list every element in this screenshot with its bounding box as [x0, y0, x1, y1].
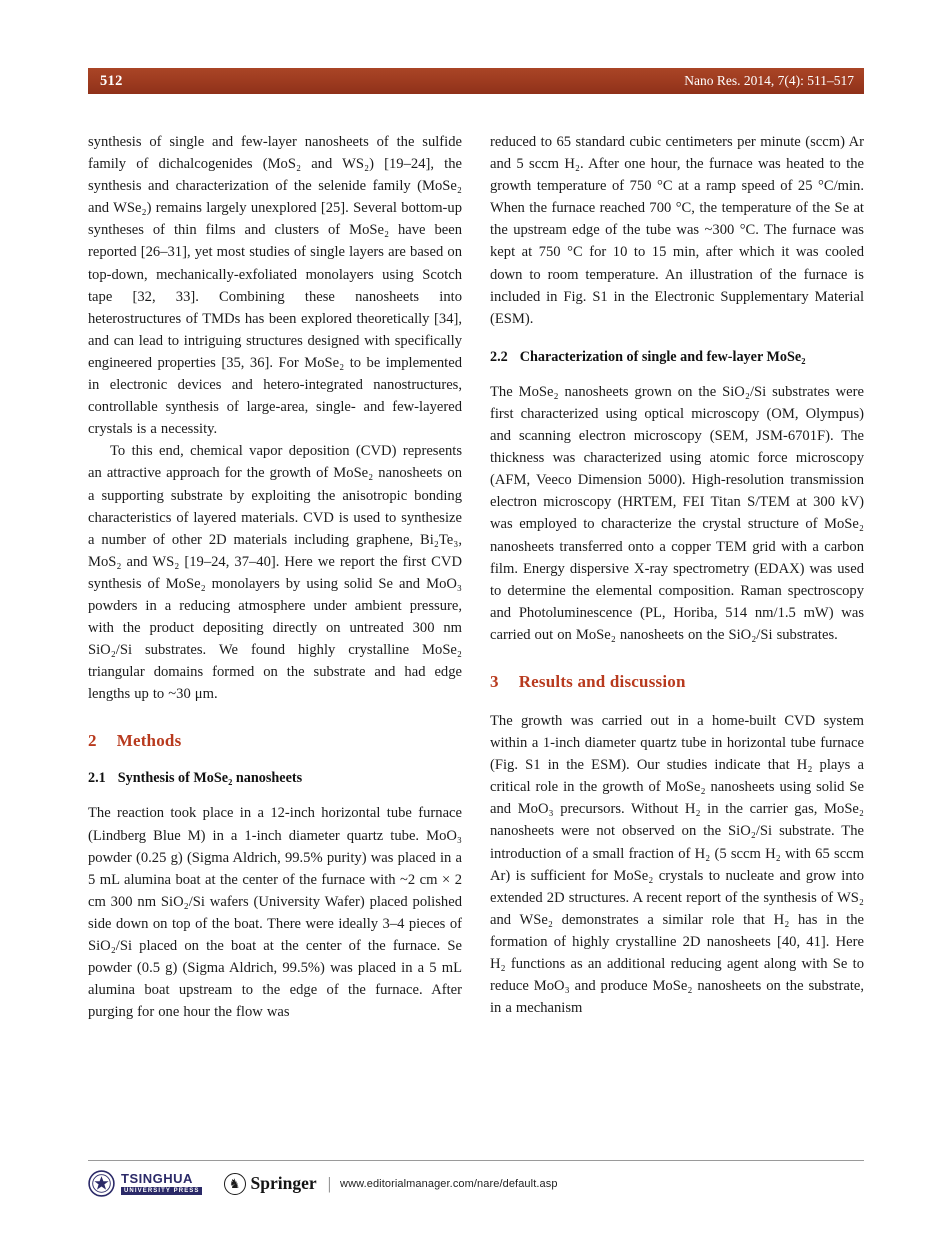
journal-citation: Nano Res. 2014, 7(4): 511–517 — [684, 73, 854, 88]
paragraph-characterization: The MoSe₂ nanosheets grown on the SiO₂/Si substrates were first characterized using optical microscopy (OM, Olympus) and scanning electron microscopy (SEM, JSM-6701F). The thickness was characterized using atomic force microscopy (AFM, Veeco Dimension 5000). High-resolution transmission electron microscopy (HRTEM, FEI Titan S/TEM at 300 kV) was employed to characterize the crystal structure of MoSe₂ nanosheets transferred onto a copper TEM grid with a carbon film. Energy dispersive X-ray spectrometry (EDAX) was used to determine the elemental composition. Raman spectroscopy and Photoluminescence (PL, Horiba, 514 nm/1.5 mW) was carried out on MoSe₂ nanosheets on the SiO₂/Si substrates. — [490, 383, 864, 643]
tsinghua-subtitle: UNIVERSITY PRESS — [121, 1187, 202, 1196]
tsinghua-emblem-icon — [88, 1170, 115, 1197]
paragraph-synthesis-procedure: The reaction took place in a 12-inch horizontal tube furnace (Lindberg Blue M) in a 1-inch diameter quartz tube. MoO₃ powder (0.25 g) (Sigma Aldrich, 99.5% purity) was placed in a 5 mL alumina boat at the center of the furnace with ~2 cm × 2 cm 300 nm SiO₂/Si wafers (University Wafer) placed polished side down on top of the boat. There were ideally 3–4 pieces of SiO₂/Si placed on the boat at the center of the furnace. Se powder (0.5 g) (Sigma Aldrich, 99.5%) was placed in a 5 mL alumina boat upstream to the edge of the furnace. After purging for one hour the flow was — [88, 805, 462, 1021]
publisher-footer — [88, 1160, 864, 1197]
springer-knight-icon: ♞ — [224, 1173, 246, 1195]
section-heading-results — [490, 672, 864, 692]
subsection-title: Characterization of single and few-layer MoSe₂ — [519, 348, 806, 365]
section-number: 2 — [88, 731, 97, 751]
journal-header-bar — [88, 68, 864, 94]
section-heading-methods — [88, 731, 462, 751]
subsection-heading-synthesis — [88, 770, 462, 787]
springer-wordmark: Springer — [250, 1173, 317, 1193]
tsinghua-press-logo — [88, 1170, 202, 1197]
editorial-manager-url: www.editorialmanager.com/nare/default.asp — [340, 1177, 558, 1190]
subsection-heading-characterization — [490, 349, 864, 366]
left-column — [88, 131, 462, 1023]
subsection-number: 2.2 — [490, 348, 508, 365]
page-number: 512 — [100, 72, 123, 89]
footer-separator: | — [327, 1173, 332, 1193]
subsection-number: 2.1 — [88, 770, 106, 787]
tsinghua-name: TSINGHUA — [121, 1171, 193, 1186]
right-column — [490, 131, 864, 1023]
tsinghua-wordmark — [121, 1172, 202, 1195]
section-title: Results and discussion — [518, 671, 686, 691]
article-body — [88, 131, 864, 1023]
section-title: Methods — [116, 731, 182, 751]
subsection-title: Synthesis of MoSe₂ nanosheets — [117, 770, 303, 787]
paragraph-synthesis-continuation: reduced to 65 standard cubic centimeters per minute (sccm) Ar and 5 sccm H₂. After one hour, the furnace was heated to the growth temperature of 750 °C at a ramp speed of 25 °C/min. When the furnace reached 700 °C, the temperature of the Se at the upstream edge of the tube was ~300 °C. The furnace was kept at 750 °C for 10 to 15 min, after which it was cooled down to room temperature. An illustration of the furnace is included in Fig. S1 in the Electronic Supplementary Material (ESM). — [490, 134, 864, 327]
paragraph-cvd-approach: To this end, chemical vapor deposition (CVD) represents an attractive approach for the growth of MoSe₂ nanosheets on a supporting substrate by exploiting the anisotropic bonding characteristics of layered materials. CVD is used to synthesize a number of other 2D materials including graphene, Bi₂Te₃, MoS₂ and WS₂ [19–24, 37–40]. Here we report the first CVD synthesis of MoSe₂ monolayers by using solid Se and MoO₃ powders in a reducing atmosphere under ambient pressure, with the product depositing directly on untreated 300 nm SiO₂/Si substrates. We found highly crystalline MoSe₂ triangular domains formed on the substrate and had edge lengths up to ~30 μm. — [88, 443, 462, 703]
section-number: 3 — [490, 671, 499, 691]
paragraph-intro-continuation: synthesis of single and few-layer nanosheets of the sulfide family of dichalcogenides (MoS₂ and WS₂) [19–24], the synthesis and characterization of the selenide family (MoSe₂ and WSe₂) remains largely unexplored [25]. Several bottom-up syntheses of thin films and clusters of MoSe₂ have been reported [26–31], yet most studies of single layers are based on top-down, mechanically-exfoliated monolayers using Scotch tape [32, 33]. Combining these nanosheets into heterostructures of TMDs has been explored theoretically [34], and can lead to intriguing structures designed with specifically engineered properties [35, 36]. For MoSe₂ to be implemented in electronic devices and hetero-integrated nanostructures, controllable synthesis of large-area, single- and few-layered crystals is a necessity. — [88, 134, 462, 438]
springer-logo — [224, 1173, 317, 1195]
paragraph-results: The growth was carried out in a home-built CVD system within a 1-inch diameter quartz tube in horizontal tube furnace (Fig. S1 in the ESM). Our studies indicate that H₂ plays a critical role in the growth of MoSe₂ nanosheets using solid Se and MoO₃ precursors. Without H₂ in the carrier gas, MoSe₂ nanosheets were not observed on the SiO₂/Si substrate. The introduction of a small fraction of H₂ (5 sccm H₂ with 65 sccm Ar) is sufficient for MoSe₂ crystals to nucleate and grow into extended 2D structures. A recent report of the synthesis of WS₂ and WSe₂ demonstrates a similar role that H₂ has in the formation of highly crystalline 2D nanosheets [40, 41]. Here H₂ functions as an additional reducing agent along with Se to reduce MoO₃ and produce MoSe₂ nanosheets on the substrate, in a mechanism — [490, 712, 864, 1017]
